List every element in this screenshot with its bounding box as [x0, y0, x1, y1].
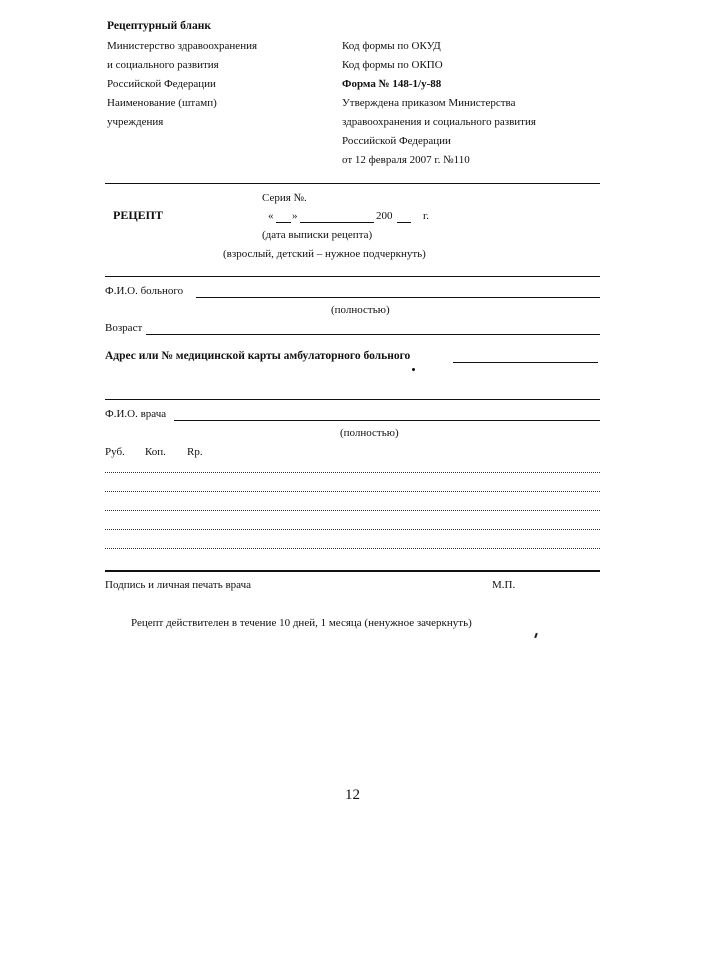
prescription-line-3[interactable]	[105, 510, 600, 511]
stamp-label: М.П.	[492, 579, 516, 591]
age-field[interactable]	[146, 334, 600, 335]
rp-label: Rp.	[187, 446, 203, 458]
date-close-quote: »	[292, 210, 298, 222]
prescription-line-4[interactable]	[105, 529, 600, 530]
stamp-label-2: учреждения	[107, 116, 164, 128]
doctor-name-field[interactable]	[174, 420, 600, 421]
doctor-name-label: Ф.И.О. врача	[105, 408, 167, 420]
prescription-line-1[interactable]	[105, 472, 600, 473]
validity-note: Рецепт действителен в течение 10 дней, 1 месяца (ненужное зачеркнуть)	[131, 617, 472, 629]
patient-name-label: Ф.И.О. больного	[105, 285, 184, 297]
header-divider	[105, 183, 600, 184]
approval-line-3: Российской Федерации	[342, 135, 451, 147]
age-group-caption: (взрослый, детский – нужное подчеркнуть)	[223, 248, 426, 260]
ink-mark	[534, 633, 538, 638]
doctor-name-caption: (полностью)	[340, 427, 399, 439]
form-number: Форма № 148-1/у-88	[342, 78, 442, 90]
date-caption: (дата выписки рецепта)	[262, 229, 373, 241]
day-field[interactable]	[276, 222, 291, 223]
okpo-code: Код формы по ОКПО	[342, 59, 443, 71]
rub-label: Руб.	[105, 446, 125, 458]
age-label: Возраст	[105, 322, 143, 334]
ministry-line-1: Министерство здравоохранения	[107, 40, 258, 52]
approval-date: от 12 февраля 2007 г. №110	[342, 154, 470, 166]
year-prefix: 200	[376, 210, 393, 222]
prescription-line-5[interactable]	[105, 548, 600, 549]
year-field[interactable]	[397, 222, 411, 223]
approval-line-2: здравоохранения и социального развития	[342, 116, 536, 128]
signature-label: Подпись и личная печать врача	[105, 579, 252, 591]
patient-name-caption: (полностью)	[331, 304, 390, 316]
recipe-divider	[105, 276, 600, 277]
month-field[interactable]	[300, 222, 374, 223]
address-line	[105, 399, 600, 400]
series-label: Серия №.	[262, 192, 307, 204]
prescription-line-2[interactable]	[105, 491, 600, 492]
recipe-label: РЕЦЕПТ	[113, 208, 164, 222]
patient-name-field[interactable]	[196, 297, 600, 298]
ministry-line-3: Российской Федерации	[107, 78, 216, 90]
ministry-line-2: и социального развития	[107, 59, 219, 71]
form-title: Рецептурный бланк	[107, 20, 211, 32]
date-open-quote: «	[268, 210, 274, 222]
year-suffix: г.	[423, 210, 430, 222]
kop-label: Коп.	[145, 446, 166, 458]
signature-divider	[105, 570, 600, 572]
address-field[interactable]	[453, 362, 598, 363]
approval-line-1: Утверждена приказом Министерства	[342, 97, 516, 109]
okud-code: Код формы по ОКУД	[342, 40, 441, 52]
ink-dot	[412, 368, 415, 371]
stamp-label-1: Наименование (штамп)	[107, 97, 217, 109]
page-number: 12	[345, 787, 360, 803]
address-label: Адрес или № медицинской карты амбулаторного больного	[105, 350, 411, 362]
